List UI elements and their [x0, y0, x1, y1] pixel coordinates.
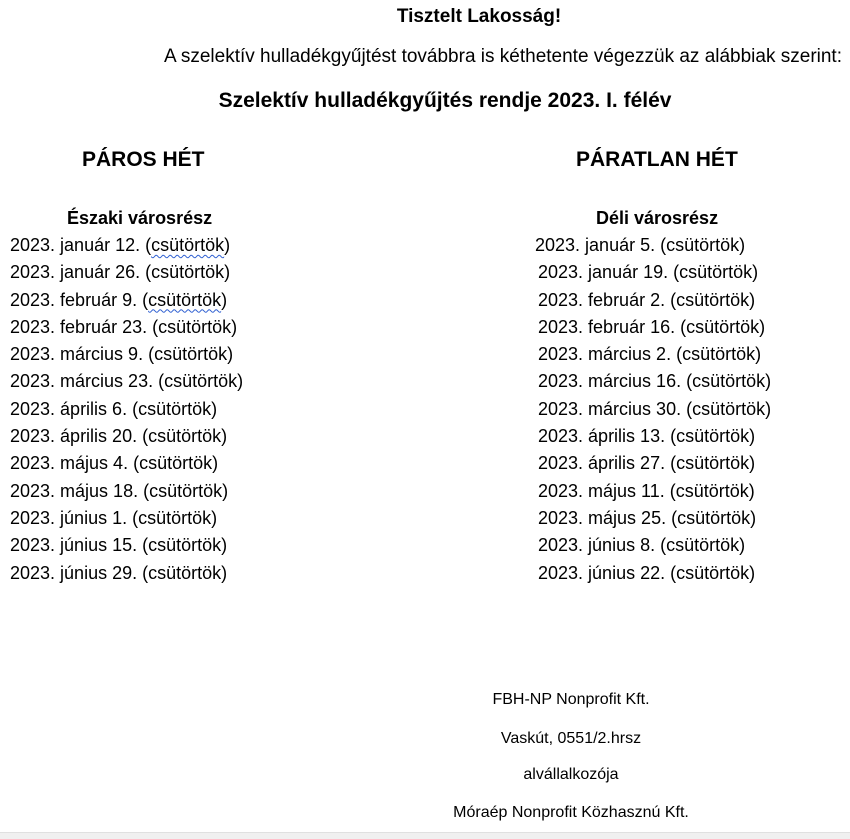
weekday-name: csütörtök [676, 426, 750, 447]
collection-date-item [10, 478, 243, 505]
closing-paren: ) [755, 344, 762, 365]
odd-week-date-list [535, 232, 772, 587]
weekday-name: csütörtök [151, 262, 225, 283]
closing-paren: ) [211, 507, 218, 528]
collection-date: 2023. február 16. ( [538, 316, 687, 337]
closing-paren: ) [749, 562, 756, 583]
collection-date: 2023. január 26. ( [10, 262, 152, 283]
collection-date-item [538, 287, 771, 314]
collection-date-item [538, 560, 771, 587]
weekday-name: csütörtök [148, 426, 222, 447]
collection-date-item [10, 450, 243, 477]
closing-paren: ) [765, 371, 772, 392]
weekday-name: csütörtök [676, 289, 750, 310]
weekday-name: csütörtök [682, 344, 756, 365]
collection-date: 2023. június 1. ( [10, 507, 139, 528]
south-district-label: Déli városrész [596, 208, 719, 228]
closing-paren: ) [211, 398, 218, 419]
collection-date: 2023. május 18. ( [10, 480, 150, 501]
collection-date: 2023. január 5. ( [535, 235, 667, 255]
collection-date: 2023. június 8. ( [538, 535, 667, 556]
weekday-name: csütörtök [148, 289, 222, 310]
closing-paren: ) [749, 453, 756, 474]
weekday-name: csütörtök [164, 371, 238, 392]
collection-date-item [538, 396, 771, 423]
collection-date: 2023. március 2. ( [538, 344, 683, 365]
collection-date: 2023. június 29. ( [10, 562, 149, 583]
closing-paren: ) [748, 480, 755, 501]
collection-date: 2023. március 30. ( [538, 398, 693, 419]
north-district-label: Északi városrész [67, 208, 213, 228]
odd-week-heading: PÁRATLAN HÉT [576, 148, 738, 171]
collection-date: 2023. március 9. ( [10, 344, 155, 365]
collection-date-item [538, 314, 771, 341]
collection-date: 2023. február 9. ( [10, 289, 149, 310]
closing-paren: ) [221, 535, 228, 556]
collection-date-item [10, 532, 243, 559]
weekday-name: csütörtök [139, 453, 213, 474]
collection-date: 2023. február 23. ( [10, 316, 159, 337]
collection-date: 2023. április 13. ( [538, 426, 677, 447]
collection-date-item [10, 259, 243, 286]
collection-date-item [538, 505, 771, 532]
closing-paren: ) [739, 235, 746, 255]
document-title: Szelektív hulladékgyűjtés rendje 2023. I. félév [218, 89, 672, 112]
closing-paren: ) [750, 507, 757, 528]
closing-paren: ) [237, 371, 244, 392]
collection-date: 2023. április 20. ( [10, 426, 149, 447]
closing-paren: ) [221, 426, 228, 447]
weekday-name: csütörtök [149, 480, 223, 501]
collection-date-item [10, 505, 243, 532]
weekday-name: csütörtök [677, 507, 751, 528]
collection-date-item [538, 450, 771, 477]
weekday-name: csütörtök [138, 398, 212, 419]
greeting-heading: Tisztelt Lakosság! [396, 6, 562, 27]
collection-date-item [10, 368, 243, 395]
collection-date: 2023. május 11. ( [538, 480, 676, 501]
weekday-name: csütörtök [158, 316, 232, 337]
collection-date-item [538, 341, 771, 368]
weekday-name: csütörtök [676, 562, 750, 583]
closing-paren: ) [222, 480, 229, 501]
collection-date: 2023. március 23. ( [10, 371, 165, 392]
collection-date-item [538, 368, 771, 395]
closing-paren: ) [231, 316, 238, 337]
closing-paren: ) [759, 316, 766, 337]
collection-date: 2023. január 12. ( [10, 235, 152, 255]
collection-date-item [538, 259, 771, 286]
weekday-name: csütörtök [686, 316, 760, 337]
collection-date: 2023. május 25. ( [538, 507, 678, 528]
weekday-name: csütörtök [675, 480, 749, 501]
closing-paren: ) [224, 262, 231, 283]
collection-date-item [535, 232, 771, 259]
closing-paren: ) [765, 398, 772, 419]
weekday-name: csütörtök [679, 262, 753, 283]
even-week-date-list [10, 232, 243, 587]
closing-paren: ) [221, 562, 228, 583]
weekday-name: csütörtök [692, 371, 766, 392]
collection-date-item [10, 423, 243, 450]
footer-address: Vaskút, 0551/2.hrsz [500, 730, 642, 747]
collection-date: 2023. február 2. ( [538, 289, 677, 310]
closing-paren: ) [739, 535, 746, 556]
collection-date-item [10, 396, 243, 423]
weekday-name: csütörtök [692, 398, 766, 419]
collection-date-item [538, 532, 771, 559]
collection-date-item [10, 287, 243, 314]
closing-paren: ) [224, 235, 231, 255]
footer-role: alvállalkozója [523, 766, 619, 783]
collection-date-item [10, 341, 243, 368]
closing-paren: ) [221, 289, 228, 310]
weekday-name: csütörtök [666, 535, 740, 556]
collection-date-item [10, 560, 243, 587]
footer-contractor: Móraép Nonprofit Közhasznú Kft. [453, 804, 689, 821]
collection-date: 2023. január 19. ( [538, 262, 680, 283]
weekday-name: csütörtök [138, 507, 212, 528]
collection-date: 2023. március 16. ( [538, 371, 693, 392]
collection-date: 2023. április 6. ( [10, 398, 139, 419]
weekday-name: csütörtök [148, 562, 222, 583]
weekday-name: csütörtök [151, 235, 225, 255]
collection-date-item [538, 423, 771, 450]
closing-paren: ) [227, 344, 234, 365]
intro-paragraph: A szelektív hulladékgyűjtést továbbra is kéthetente végezzük az alábbiak szerint: [163, 46, 842, 67]
closing-paren: ) [749, 426, 756, 447]
collection-date: 2023. június 15. ( [10, 535, 149, 556]
collection-date-item [10, 232, 243, 259]
weekday-name: csütörtök [148, 535, 222, 556]
collection-date-item [10, 314, 243, 341]
weekday-name: csütörtök [666, 235, 740, 255]
collection-date: 2023. április 27. ( [538, 453, 677, 474]
closing-paren: ) [749, 289, 756, 310]
collection-date: 2023. június 22. ( [538, 562, 677, 583]
weekday-name: csütörtök [676, 453, 750, 474]
collection-date-item [538, 478, 771, 505]
collection-date: 2023. május 4. ( [10, 453, 140, 474]
closing-paren: ) [212, 453, 219, 474]
closing-paren: ) [752, 262, 759, 283]
even-week-heading: PÁROS HÉT [82, 148, 205, 171]
footer-company: FBH-NP Nonprofit Kft. [492, 691, 650, 708]
weekday-name: csütörtök [154, 344, 228, 365]
